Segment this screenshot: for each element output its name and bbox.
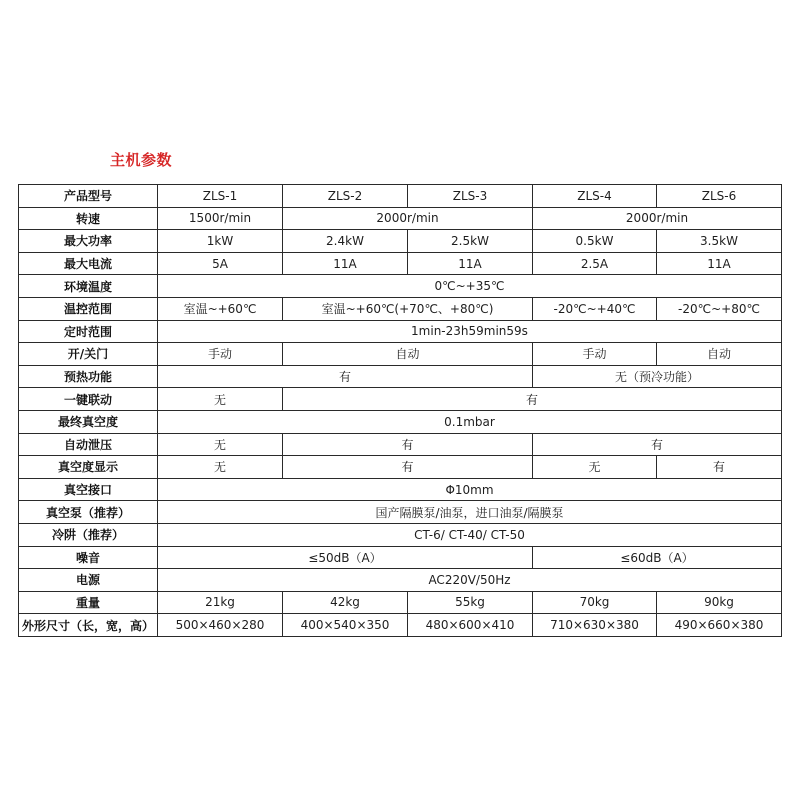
table-cell: ≤60dB（A） (533, 546, 782, 569)
table-cell: 无 (533, 456, 657, 479)
row-label: 外形尺寸（长，宽，高） (19, 614, 158, 637)
table-cell: 手动 (158, 343, 283, 366)
table-cell: 有 (657, 456, 782, 479)
table-cell: 有 (283, 388, 782, 411)
table-row-dimensions (19, 614, 782, 637)
table-cell: 无 (158, 456, 283, 479)
table-cell: 5A (158, 252, 283, 275)
table-cell: 500×460×280 (158, 614, 283, 637)
table-cell: 55kg (408, 591, 533, 614)
table-cell: 2.4kW (283, 230, 408, 253)
table-cell: 国产隔膜泵/油泵，进口油泵/隔膜泵 (158, 501, 782, 524)
table-row-door (19, 343, 782, 366)
row-label: 噪音 (19, 546, 158, 569)
table-cell: ZLS-6 (657, 185, 782, 208)
table-row-release (19, 433, 782, 456)
table-cell: 42kg (283, 591, 408, 614)
row-label: 最大功率 (19, 230, 158, 253)
table-cell: 490×660×380 (657, 614, 782, 637)
table-row-noise (19, 546, 782, 569)
row-label: 预热功能 (19, 365, 158, 388)
table-cell: 室温~+60℃(+70℃、+80℃) (283, 297, 533, 320)
table-row-display (19, 456, 782, 479)
table-cell: -20℃~+40℃ (533, 297, 657, 320)
row-label: 真空度显示 (19, 456, 158, 479)
table-cell: 11A (408, 252, 533, 275)
row-label: 转速 (19, 207, 158, 230)
table-row-onekey (19, 388, 782, 411)
table-cell: ZLS-2 (283, 185, 408, 208)
table-cell: 90kg (657, 591, 782, 614)
table-row-pump (19, 501, 782, 524)
table-row-weight (19, 591, 782, 614)
table-cell: ZLS-4 (533, 185, 657, 208)
table-cell: AC220V/50Hz (158, 569, 782, 592)
row-label: 定时范围 (19, 320, 158, 343)
table-row-trap (19, 523, 782, 546)
table-cell: 1kW (158, 230, 283, 253)
table-row-speed (19, 207, 782, 230)
table-cell: 11A (657, 252, 782, 275)
table-cell: 1min-23h59min59s (158, 320, 782, 343)
table-cell: 2.5A (533, 252, 657, 275)
table-row-supply (19, 569, 782, 592)
table-cell: CT-6/ CT-40/ CT-50 (158, 523, 782, 546)
table-cell: 无 (158, 388, 283, 411)
table-cell: 11A (283, 252, 408, 275)
table-row-vacuum (19, 410, 782, 433)
table-cell: 0℃~+35℃ (158, 275, 782, 298)
table-cell: 3.5kW (657, 230, 782, 253)
table-cell: ≤50dB（A） (158, 546, 533, 569)
table-cell: 480×600×410 (408, 614, 533, 637)
row-label: 真空接口 (19, 478, 158, 501)
row-label: 重量 (19, 591, 158, 614)
table-cell: Φ10mm (158, 478, 782, 501)
section-title: 主机参数 (110, 151, 173, 169)
table-cell: 有 (158, 365, 533, 388)
table-cell: 自动 (657, 343, 782, 366)
row-label: 冷阱（推荐） (19, 523, 158, 546)
table-row-power (19, 230, 782, 253)
table-cell: 70kg (533, 591, 657, 614)
table-cell: 室温~+60℃ (158, 297, 283, 320)
table-cell: 0.1mbar (158, 410, 782, 433)
row-label: 温控范围 (19, 297, 158, 320)
table-row-port (19, 478, 782, 501)
row-label: 自动泄压 (19, 433, 158, 456)
table-cell: 21kg (158, 591, 283, 614)
table-cell: 2000r/min (533, 207, 782, 230)
row-label: 一键联动 (19, 388, 158, 411)
table-row-current (19, 252, 782, 275)
table-cell: ZLS-3 (408, 185, 533, 208)
table-cell: -20℃~+80℃ (657, 297, 782, 320)
table-cell: 无 (158, 433, 283, 456)
table-cell: 2000r/min (283, 207, 533, 230)
table-row-preheat (19, 365, 782, 388)
table-row-ambient (19, 275, 782, 298)
row-label: 最终真空度 (19, 410, 158, 433)
row-label: 电源 (19, 569, 158, 592)
table-cell: 710×630×380 (533, 614, 657, 637)
table-cell: 有 (283, 456, 533, 479)
table-cell: 手动 (533, 343, 657, 366)
row-label: 真空泵（推荐） (19, 501, 158, 524)
table-cell: 2.5kW (408, 230, 533, 253)
row-label: 开/关门 (19, 343, 158, 366)
table-cell: ZLS-1 (158, 185, 283, 208)
table-row-temp-range (19, 297, 782, 320)
table-cell: 自动 (283, 343, 533, 366)
row-label: 最大电流 (19, 252, 158, 275)
table-row-model (19, 185, 782, 208)
row-label: 环境温度 (19, 275, 158, 298)
table-row-timer (19, 320, 782, 343)
table-cell: 400×540×350 (283, 614, 408, 637)
table-cell: 有 (533, 433, 782, 456)
row-label: 产品型号 (19, 185, 158, 208)
table-cell: 1500r/min (158, 207, 283, 230)
table-cell: 无（预冷功能） (533, 365, 782, 388)
spec-table (18, 184, 782, 637)
table-cell: 0.5kW (533, 230, 657, 253)
table-cell: 有 (283, 433, 533, 456)
